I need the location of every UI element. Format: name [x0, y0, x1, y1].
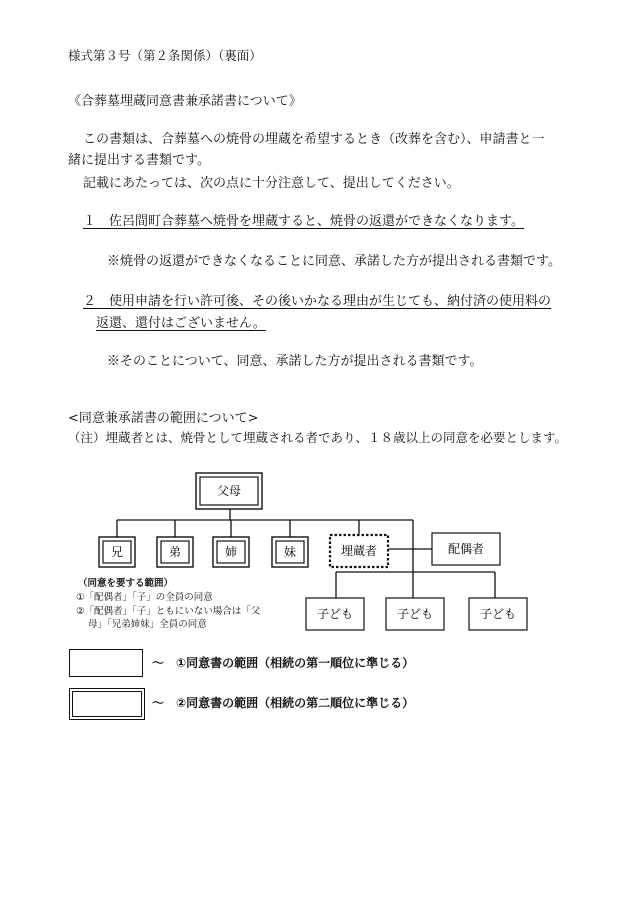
- item-1-text: 佐呂間町合葬墓へ焼骨を埋蔵すると、焼骨の返還ができなくなります。: [109, 214, 524, 229]
- item-1-note: ※焼骨の返還ができなくなることに同意、承諾した方が提出される書類です。: [107, 254, 561, 269]
- deceased-label: 埋蔵者: [340, 544, 378, 558]
- scope-note: （注）埋蔵者とは、焼骨として埋蔵される者であり、１８歳以上の同意を必要とします。: [68, 430, 568, 445]
- child-box-1: [306, 598, 364, 630]
- child-label-1: 子ども: [316, 607, 354, 621]
- sibling-label-3: 姉: [224, 545, 238, 559]
- sibling-box-2: [157, 537, 193, 567]
- legend-double-label: ～ ②同意書の範囲（相続の第二順位に準じる）: [152, 696, 415, 710]
- spouse-box: [432, 533, 500, 565]
- spouse-label: 配偶者: [447, 542, 485, 556]
- item-2-number: ２: [83, 294, 97, 309]
- parents-label: 父母: [216, 484, 242, 498]
- item-2-text-line-2: 返還、還付はございません。: [96, 316, 266, 331]
- deceased-box: [330, 535, 388, 567]
- item-1-number: １: [83, 214, 97, 229]
- form-number: 様式第３号（第２条関係）（裏面）: [68, 48, 262, 63]
- parents-box: [196, 473, 262, 509]
- scope-heading: <同意兼承諾書の範囲について>: [68, 411, 259, 426]
- sibling-label-2: 弟: [168, 545, 182, 559]
- child-box-2: [386, 598, 444, 630]
- intro-line-1: この書類は、合葬墓への焼骨の埋蔵を希望するとき（改葬を含む）、申請書と一: [83, 132, 545, 147]
- legend-thin-label: ～ ①同意書の範囲（相続の第一順位に準じる）: [152, 656, 415, 670]
- sibling-label-1: 兄: [110, 545, 124, 559]
- sibling-box-4: [272, 537, 308, 567]
- legend-double-box: [69, 688, 145, 720]
- intro-line-2: 緒に提出する書類です。: [68, 153, 210, 168]
- child-label-2: 子ども: [396, 607, 434, 621]
- sibling-label-4: 妹: [283, 545, 297, 559]
- item-2-note: ※そのことについて、同意、承諾した方が提出される書類です。: [107, 354, 483, 369]
- consent-rule-2-line-1: ②「配偶者」「子」ともにいない場合は「父: [76, 606, 261, 617]
- child-box-3: [469, 598, 527, 630]
- consent-rule-2-line-2: 母」「兄弟姉妹」全員の同意: [88, 619, 207, 630]
- document-title: 《合葬墓埋蔵同意書兼承諾書について》: [68, 94, 302, 109]
- legend-thin-box: [69, 649, 143, 677]
- intro-line-3: 記載にあたっては、次の点に十分注意して、提出してください。: [83, 176, 460, 191]
- child-label-3: 子ども: [479, 607, 517, 621]
- sibling-box-1: [99, 537, 135, 567]
- sibling-box-3: [213, 537, 249, 567]
- consent-rule-1: ①「配偶者」「子」の全員の同意: [76, 592, 213, 603]
- consent-title: （同意を要する範囲）: [78, 578, 174, 589]
- item-2-text-line-1: 使用申請を行い許可後、その後いかなる理由が生じても、納付済の使用料の: [109, 294, 552, 309]
